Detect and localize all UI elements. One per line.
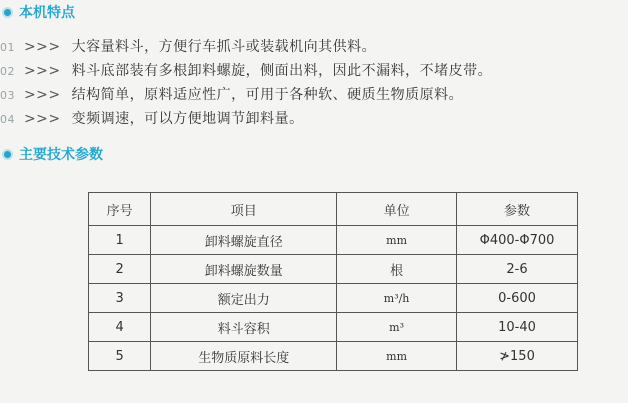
spec-table (88, 192, 578, 371)
feature-item-3 (0, 84, 463, 104)
feature-arrows: >>> (23, 63, 61, 79)
cell-unit: 根 (337, 255, 457, 284)
table-row (89, 255, 578, 284)
bullet-dot-icon (4, 9, 11, 16)
feature-text: 大容量料斗，方便行车抓斗或装载机向其供料。 (71, 39, 377, 55)
feature-arrows: >>> (23, 39, 61, 55)
cell-item: 料斗容积 (151, 313, 337, 342)
table-row (89, 226, 578, 255)
feature-number: 04 (0, 113, 15, 126)
feature-text: 料斗底部装有多根卸料螺旋，侧面出料，因此不漏料，不堵皮带。 (71, 63, 493, 79)
cell-no: 4 (89, 313, 151, 342)
table-row (89, 284, 578, 313)
cell-no: 2 (89, 255, 151, 284)
cell-item: 额定出力 (151, 284, 337, 313)
feature-arrows: >>> (23, 111, 61, 127)
feature-number: 02 (0, 65, 15, 78)
feature-number: 03 (0, 89, 15, 102)
feature-text: 结构简单，原料适应性广，可用于各种软、硬质生物质原料。 (71, 87, 464, 103)
cell-value: Φ400-Φ700 (457, 226, 578, 255)
table-header-row (89, 193, 578, 226)
feature-arrows: >>> (23, 87, 61, 103)
specs-title: 主要技术参数 (19, 147, 103, 163)
cell-no: 1 (89, 226, 151, 255)
header-unit: 单位 (337, 193, 457, 226)
cell-item: 卸料螺旋数量 (151, 255, 337, 284)
features-heading (4, 2, 75, 22)
cell-unit: m³/h (337, 284, 457, 313)
cell-value: 0-600 (457, 284, 578, 313)
feature-item-2 (0, 60, 492, 80)
cell-item: 卸料螺旋直径 (151, 226, 337, 255)
cell-unit: mm (337, 226, 457, 255)
feature-item-4 (0, 108, 304, 128)
features-title: 本机特点 (19, 5, 75, 21)
specs-heading (4, 144, 103, 164)
cell-value: 10-40 (457, 313, 578, 342)
header-no: 序号 (89, 193, 151, 226)
cell-no: 5 (89, 342, 151, 371)
feature-number: 01 (0, 41, 15, 54)
cell-unit: mm (337, 342, 457, 371)
cell-no: 3 (89, 284, 151, 313)
cell-unit: m³ (337, 313, 457, 342)
cell-value: 2-6 (457, 255, 578, 284)
table-row (89, 313, 578, 342)
header-item: 项目 (151, 193, 337, 226)
header-value: 参数 (457, 193, 578, 226)
table-row (89, 342, 578, 371)
cell-value: ≯150 (457, 342, 578, 371)
bullet-dot-icon (4, 151, 11, 158)
feature-text: 变频调速，可以方便地调节卸料量。 (71, 111, 304, 127)
cell-item: 生物质原料长度 (151, 342, 337, 371)
feature-item-1 (0, 36, 376, 56)
